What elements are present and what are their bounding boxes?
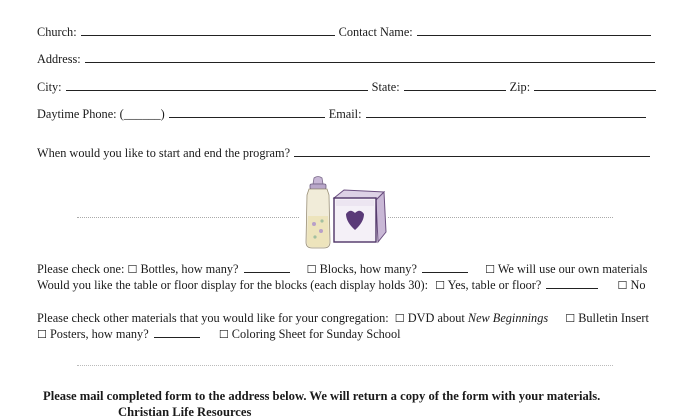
phone-row (37, 107, 646, 122)
baby-bottle-icon (306, 177, 330, 249)
display-question: Would you like the table or floor display for the blocks (each display holds 30): (37, 278, 429, 292)
church-field[interactable] (81, 25, 335, 36)
other-materials-label: Please check other materials that you would like for your congregation: (37, 311, 389, 325)
yes-checkbox[interactable]: ☐ (435, 279, 446, 292)
check-one-label: Please check one: (37, 262, 125, 276)
bulletin-checkbox[interactable]: ☐ (565, 312, 576, 325)
mail-instruction: Please mail completed form to the address below. We will return a copy of the form with your materials. (43, 389, 601, 403)
table-or-floor-field[interactable] (546, 278, 598, 289)
check-one-row (37, 262, 647, 277)
blocks-label: Blocks, how many? (319, 262, 417, 276)
posters-count-field[interactable] (154, 327, 200, 338)
state-field[interactable] (404, 80, 506, 91)
bottles-label: Bottles, how many? (140, 262, 239, 276)
posters-label: Posters, how many? (49, 327, 149, 341)
city-field[interactable] (66, 80, 368, 91)
address-label: Address: (37, 52, 81, 66)
church-label: Church: (37, 25, 77, 39)
divider-right (388, 217, 613, 218)
dvd-label: DVD about (407, 311, 465, 325)
phone-label: Daytime Phone: (______) (37, 107, 165, 121)
organization-name: Christian Life Resources (118, 405, 252, 419)
coloring-checkbox[interactable]: ☐ (218, 328, 229, 341)
coloring-label: Coloring Sheet for Sunday School (231, 327, 401, 341)
city-label: City: (37, 80, 62, 94)
dvd-checkbox[interactable]: ☐ (394, 312, 405, 325)
yes-label: Yes, table or floor? (447, 278, 542, 292)
bottle-and-block-illustration (300, 176, 388, 252)
blocks-count-field[interactable] (422, 262, 468, 273)
own-materials-checkbox[interactable]: ☐ (485, 263, 495, 276)
bottles-checkbox[interactable]: ☐ (127, 263, 138, 276)
other-materials-row (37, 311, 649, 326)
phone-field[interactable] (169, 107, 325, 118)
blocks-checkbox[interactable]: ☐ (306, 263, 317, 276)
bulletin-label: Bulletin Insert (578, 311, 649, 325)
posters-checkbox[interactable]: ☐ (37, 328, 47, 341)
email-label: Email: (328, 107, 362, 121)
program-question: When would you like to start and end the program? (37, 146, 291, 160)
zip-label: Zip: (509, 80, 531, 94)
zip-field[interactable] (534, 80, 656, 91)
church-row (37, 25, 651, 40)
address-field[interactable] (85, 52, 655, 63)
wooden-block-icon (334, 190, 386, 242)
contact-name-field[interactable] (417, 25, 651, 36)
other-materials-row-2 (37, 327, 401, 342)
contact-name-label: Contact Name: (338, 25, 413, 39)
dvd-title: New Beginnings (467, 311, 549, 325)
no-checkbox[interactable]: ☐ (617, 279, 628, 292)
address-row (37, 52, 655, 67)
divider-bottom (77, 365, 613, 366)
display-row (37, 278, 645, 293)
divider-left (77, 217, 299, 218)
city-row (37, 80, 656, 95)
email-field[interactable] (366, 107, 646, 118)
program-row (37, 146, 650, 161)
bottles-count-field[interactable] (244, 262, 290, 273)
state-label: State: (371, 80, 400, 94)
own-materials-label: We will use our own materials (497, 262, 648, 276)
program-dates-field[interactable] (294, 146, 650, 157)
no-label: No (630, 278, 646, 292)
